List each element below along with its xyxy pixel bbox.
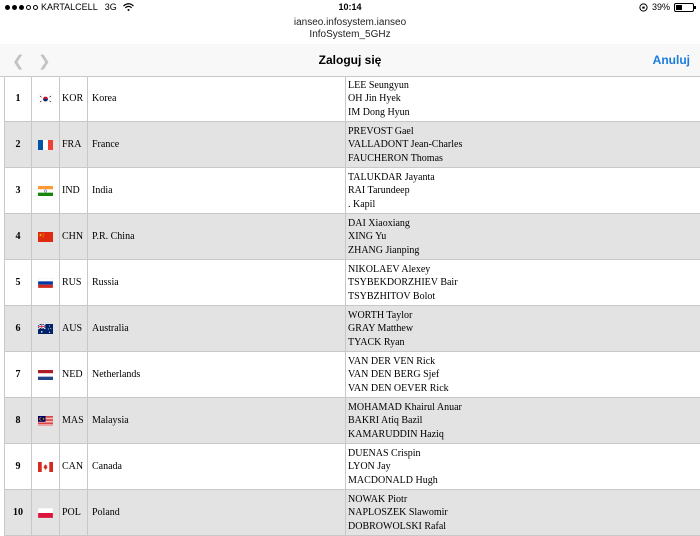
team-members-cell [348, 447, 698, 487]
team-member-name: VAN DEN BERG Sjef [348, 369, 440, 381]
team-member-name: BAKRI Atiq Bazil [348, 415, 423, 427]
country-code-cell: POL [60, 490, 88, 535]
team-member-name: DOBROWOLSKI Rafal [348, 520, 447, 532]
team-member-name: VAN DEN OEVER Rick [348, 382, 449, 394]
table-row [5, 306, 700, 352]
carrier-name: KARTALCELL [41, 2, 98, 12]
team-member-name: OH Jin Hyek [348, 93, 401, 105]
team-member-name: PREVOST Gael [348, 126, 414, 137]
results-table [4, 76, 700, 536]
team-member-name: NIKOLAEV Alexey [348, 264, 431, 275]
network-type: 3G [104, 2, 117, 12]
url-host: ianseo.infosystem.ianseo [293, 17, 407, 28]
team-member-name: MACDONALD Hugh [348, 474, 438, 486]
team-member-name: . Kapil [348, 198, 376, 210]
rank-cell: 2 [5, 122, 32, 167]
team-members-cell [348, 493, 698, 533]
team-member-name: TYACK Ryan [348, 336, 405, 348]
rank-cell: 1 [5, 76, 32, 121]
team-member-name: DUENAS Crispin [348, 448, 421, 459]
table-row [5, 444, 700, 490]
team-member-name: XING Yu [348, 231, 387, 243]
country-code-cell: MAS [60, 398, 88, 443]
team-member-name: FAUCHERON Thomas [348, 152, 443, 164]
country-name-cell: India [89, 168, 346, 213]
rank-cell: 6 [5, 306, 32, 351]
ind-flag-icon [32, 168, 60, 213]
rank-cell: 9 [5, 444, 32, 489]
country-name-cell: Malaysia [89, 398, 346, 443]
ned-flag-icon [32, 352, 60, 397]
back-chevron-icon[interactable]: ❮ [12, 53, 25, 70]
rank-cell: 7 [5, 352, 32, 397]
battery-percent: 39% [651, 2, 670, 12]
country-code-cell: AUS [60, 306, 88, 351]
country-name-cell: Canada [89, 444, 346, 489]
cancel-button[interactable]: Anuluj [652, 53, 690, 67]
table-row [5, 260, 700, 306]
country-name-cell: Netherlands [89, 352, 346, 397]
team-members-cell [348, 125, 698, 165]
country-name-cell: Korea [89, 76, 346, 121]
country-name-cell: P.R. China [89, 214, 346, 259]
mas-flag-icon [32, 398, 60, 443]
team-member-name: KAMARUDDIN Haziq [348, 428, 444, 440]
team-member-name: LEE Seungyun [348, 80, 409, 91]
table-row [5, 76, 700, 122]
country-code-cell: IND [60, 168, 88, 213]
url-network: InfoSystem_5GHz [309, 29, 391, 40]
chn-flag-icon [32, 214, 60, 259]
team-member-name: NAPLOSZEK Slawomir [348, 507, 448, 519]
rus-flag-icon [32, 260, 60, 305]
team-member-name: VALLADONT Jean-Charles [348, 139, 463, 151]
rank-cell: 10 [5, 490, 32, 535]
team-member-name: WORTH Taylor [348, 310, 413, 321]
team-member-name: VAN DER VEN Rick [348, 356, 436, 367]
country-code-cell: NED [60, 352, 88, 397]
table-row [5, 490, 700, 536]
team-members-cell [348, 263, 698, 303]
fra-flag-icon [32, 122, 60, 167]
team-member-name: TALUKDAR Jayanta [348, 172, 435, 183]
team-member-name: RAI Tarundeep [348, 185, 410, 197]
status-right [639, 2, 694, 12]
team-member-name: MOHAMAD Khairul Anuar [348, 402, 462, 413]
team-members-cell [348, 401, 698, 441]
team-member-name: NOWAK Piotr [348, 494, 408, 505]
team-member-name: LYON Jay [348, 461, 391, 473]
page-title: Zaloguj się [318, 53, 382, 67]
team-member-name: IM Dong Hyun [348, 106, 410, 118]
country-code-cell: FRA [60, 122, 88, 167]
table-row [5, 352, 700, 398]
country-code-cell: RUS [60, 260, 88, 305]
address-bar[interactable] [0, 14, 700, 44]
rank-cell: 3 [5, 168, 32, 213]
navigation-bar [0, 44, 700, 77]
team-member-name: ZHANG Jianping [348, 244, 420, 256]
rotation-lock-icon [639, 3, 648, 12]
clock: 10:14 [338, 2, 362, 12]
status-bar [0, 0, 700, 14]
table-row [5, 122, 700, 168]
team-members-cell [348, 355, 698, 395]
battery-icon [674, 3, 694, 12]
country-name-cell: Poland [89, 490, 346, 535]
team-member-name: GRAY Matthew [348, 323, 414, 335]
team-member-name: TSYBZHITOV Bolot [348, 290, 436, 302]
table-row [5, 398, 700, 444]
aus-flag-icon [32, 306, 60, 351]
country-name-cell: France [89, 122, 346, 167]
table-row [5, 168, 700, 214]
country-name-cell: Australia [89, 306, 346, 351]
rank-cell: 4 [5, 214, 32, 259]
country-code-cell: KOR [60, 76, 88, 121]
team-members-cell [348, 171, 698, 211]
can-flag-icon [32, 444, 60, 489]
forward-chevron-icon[interactable]: ❯ [38, 53, 51, 70]
country-code-cell: CHN [60, 214, 88, 259]
country-code-cell: CAN [60, 444, 88, 489]
pol-flag-icon [32, 490, 60, 535]
team-members-cell [348, 309, 698, 349]
country-name-cell: Russia [89, 260, 346, 305]
team-members-cell [348, 217, 698, 257]
team-members-cell [348, 79, 698, 119]
kor-flag-icon [32, 76, 60, 121]
rank-cell: 5 [5, 260, 32, 305]
team-member-name: TSYBEKDORZHIEV Bair [348, 277, 458, 289]
table-row [5, 214, 700, 260]
rank-cell: 8 [5, 398, 32, 443]
team-member-name: DAI Xiaoxiang [348, 218, 410, 229]
